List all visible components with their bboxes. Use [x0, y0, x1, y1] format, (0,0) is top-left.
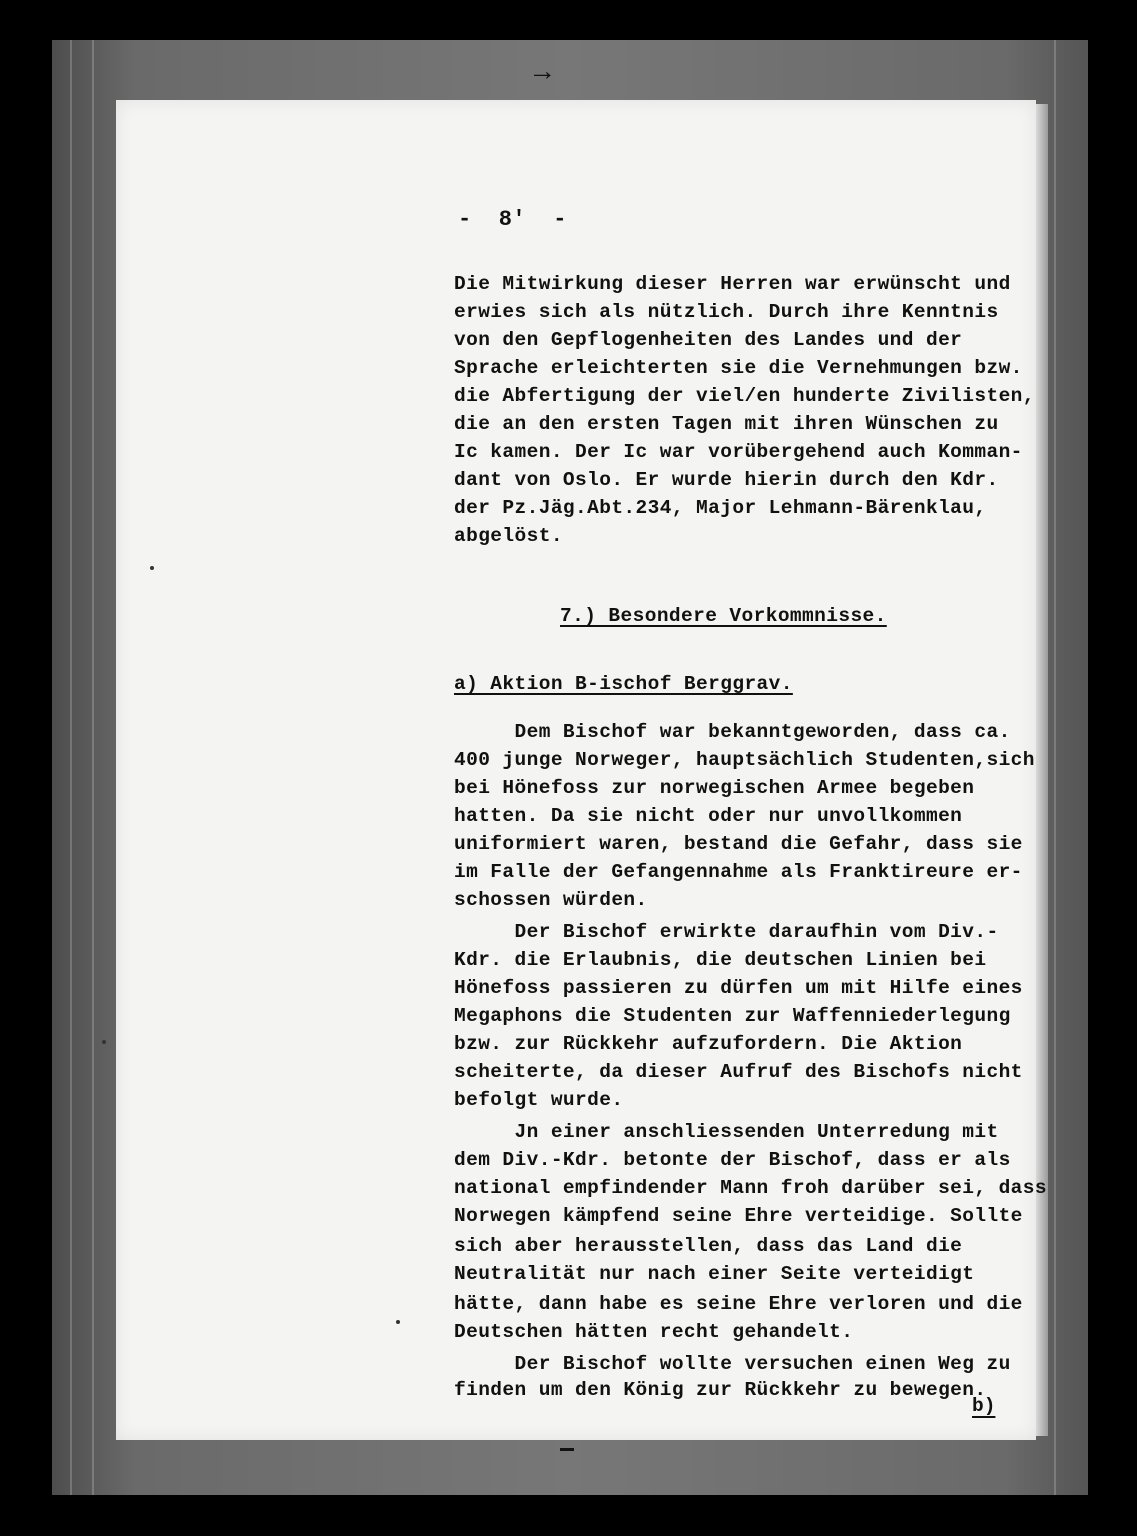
page-edge	[1036, 104, 1048, 1436]
body-line: im Falle der Gefangennahme als Franktireure er-	[454, 861, 1023, 883]
body-line: Neutralität nur nach einer Seite verteidigt	[454, 1263, 975, 1285]
body-line: uniformiert waren, bestand die Gefahr, dass sie	[454, 833, 1023, 855]
intro-line: die an den ersten Tagen mit ihren Wünschen zu	[454, 413, 999, 435]
body-line: Der Bischof erwirkte daraufhin vom Div.-	[454, 921, 999, 943]
intro-line: von den Gepflogenheiten des Landes und der	[454, 329, 963, 351]
intro-line: Ic kamen. Der Ic war vorübergehend auch Komman-	[454, 441, 1023, 463]
body-line: hätte, dann habe es seine Ehre verloren und die	[454, 1293, 1023, 1315]
body-line: Der Bischof wollte versuchen einen Weg zu	[454, 1353, 1011, 1375]
body-line: Kdr. die Erlaubnis, die deutschen Linien bei	[454, 949, 987, 971]
subheading: a) Aktion B-ischof Berggrav.	[454, 673, 793, 695]
dust-speck	[102, 1040, 106, 1044]
body-line: dem Div.-Kdr. betonte der Bischof, dass er als	[454, 1149, 1011, 1171]
intro-line: der Pz.Jäg.Abt.234, Major Lehmann-Bärenklau,	[454, 497, 987, 519]
arrow-mark-icon: →	[534, 58, 551, 89]
body-line: bzw. zur Rückkehr aufzufordern. Die Aktion	[454, 1033, 963, 1055]
dust-speck	[150, 566, 154, 570]
page-number: - 8' -	[458, 207, 567, 232]
intro-line: erwies sich als nützlich. Durch ihre Kenntnis	[454, 301, 999, 323]
body-line: scheiterte, da dieser Aufruf des Bischofs nicht	[454, 1061, 1023, 1083]
body-line: bei Hönefoss zur norwegischen Armee begeben	[454, 777, 975, 799]
frame-stripe	[1054, 40, 1056, 1495]
intro-line: Die Mitwirkung dieser Herren war erwünscht und	[454, 273, 1011, 295]
frame-stripe	[92, 40, 94, 1495]
continuation-mark: b)	[972, 1395, 996, 1417]
intro-line: abgelöst.	[454, 525, 563, 547]
body-line: 400 junge Norweger, hauptsächlich Studenten,sich	[454, 749, 1035, 771]
body-line: Jn einer anschliessenden Unterredung mit	[454, 1121, 999, 1143]
film-mark	[560, 1448, 574, 1451]
body-line: Deutschen hätten recht gehandelt.	[454, 1321, 854, 1343]
body-line: schossen würden.	[454, 889, 648, 911]
body-line: befolgt wurde.	[454, 1089, 624, 1111]
body-line: finden um den König zur Rückkehr zu bewegen.	[454, 1379, 987, 1401]
body-line: hatten. Da sie nicht oder nur unvollkommen	[454, 805, 963, 827]
body-line: Norwegen kämpfend seine Ehre verteidige. Sollte	[454, 1205, 1023, 1227]
section-heading: 7.) Besondere Vorkommnisse.	[560, 605, 887, 627]
dust-speck	[396, 1320, 400, 1324]
body-line: Dem Bischof war bekanntgeworden, dass ca.	[454, 721, 1011, 743]
body-line: national empfindender Mann froh darüber sei, dass	[454, 1177, 1047, 1199]
intro-line: die Abfertigung der viel/en hunderte Zivilisten,	[454, 385, 1035, 407]
frame-stripe	[70, 40, 72, 1495]
intro-line: dant von Oslo. Er wurde hierin durch den Kdr.	[454, 469, 999, 491]
intro-line: Sprache erleichterten sie die Vernehmungen bzw.	[454, 357, 1023, 379]
body-line: Megaphons die Studenten zur Waffenniederlegung	[454, 1005, 1011, 1027]
body-line: Hönefoss passieren zu dürfen um mit Hilfe eines	[454, 977, 1023, 999]
body-line: sich aber herausstellen, dass das Land die	[454, 1235, 963, 1257]
